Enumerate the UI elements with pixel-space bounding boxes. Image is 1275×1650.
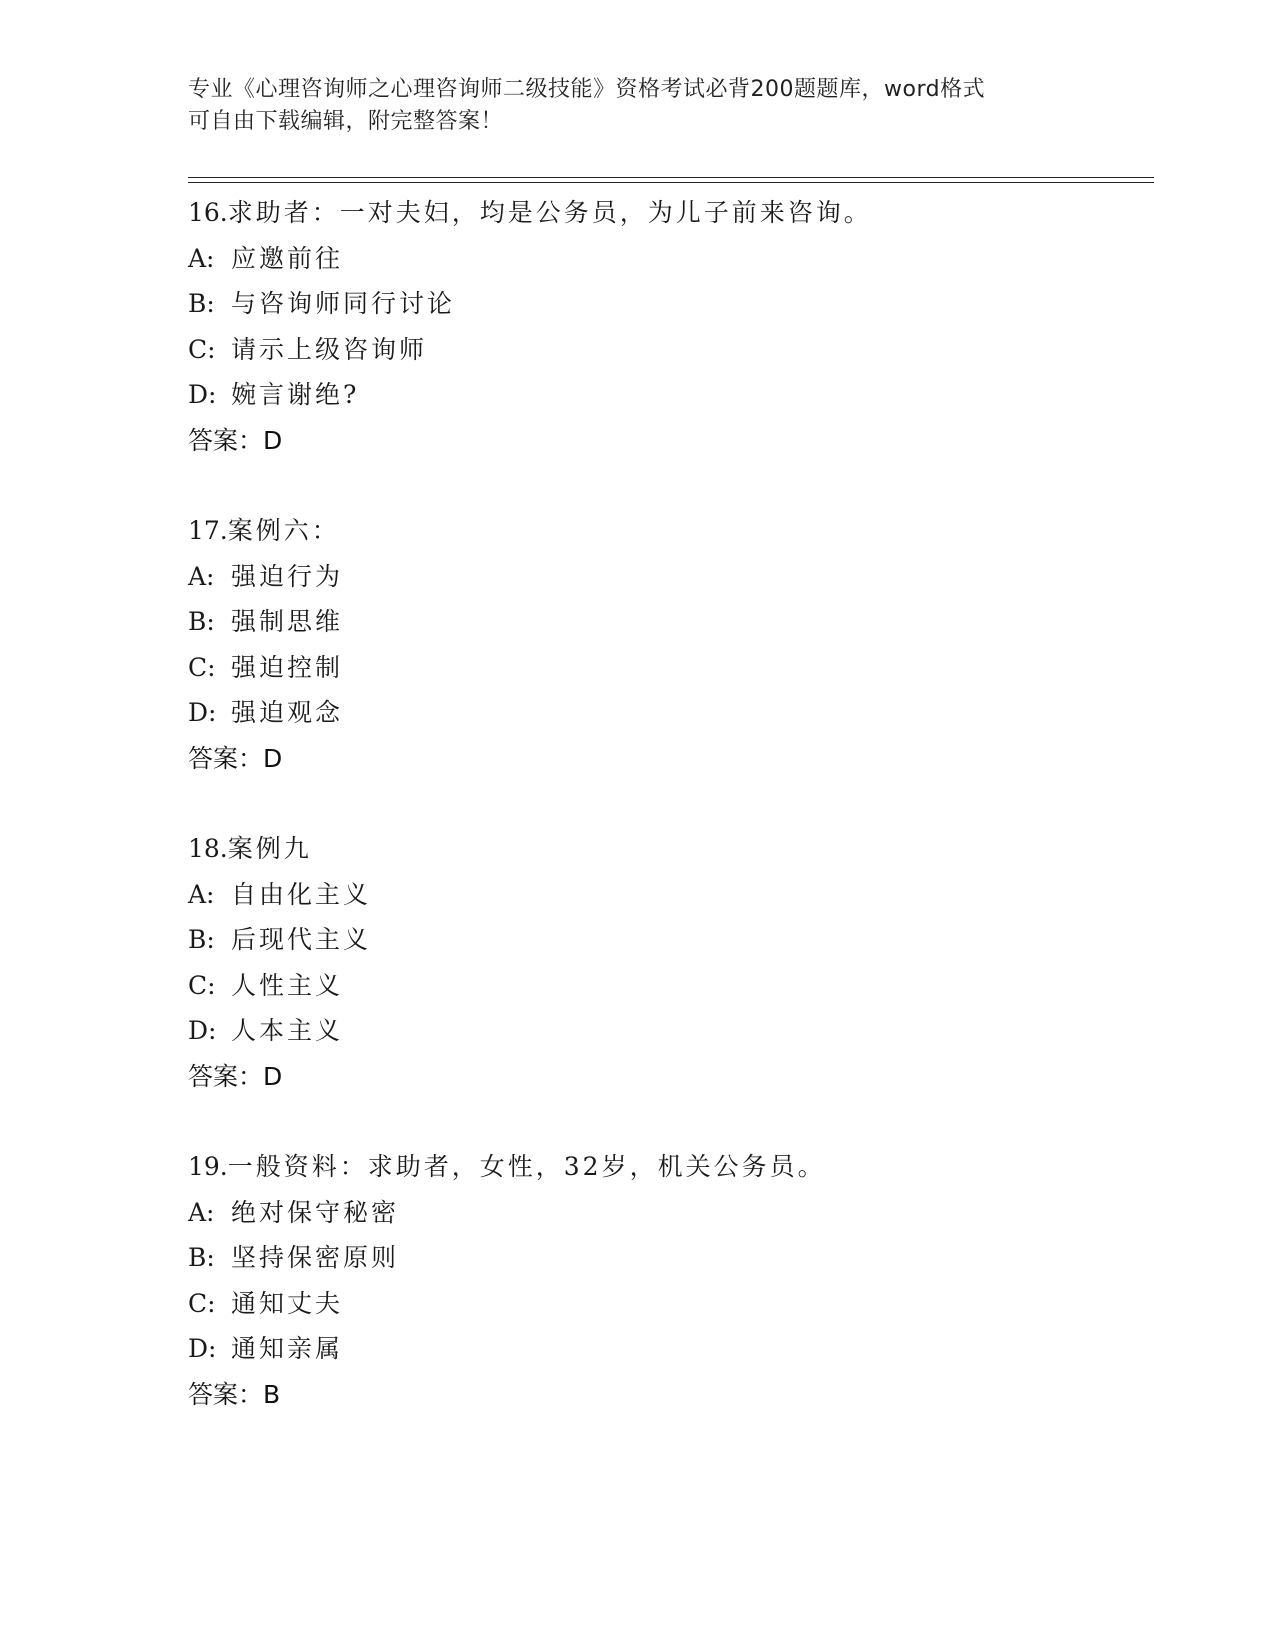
- answer-label: 答案：: [188, 425, 264, 455]
- answer-label: 答案：: [188, 1379, 264, 1409]
- option-text: 通知丈夫: [231, 1288, 344, 1318]
- question-number: 17.: [188, 516, 228, 545]
- answer-line: [188, 1054, 1148, 1100]
- question-18: [188, 826, 1148, 1099]
- question-number: 19.: [188, 1152, 228, 1181]
- answer-line: [188, 1372, 1148, 1418]
- question-16: [188, 190, 1148, 463]
- answer-value: D: [263, 425, 283, 455]
- option-text: 通知亲属: [231, 1334, 344, 1363]
- option-b: [188, 599, 1148, 645]
- answer-line: [188, 736, 1148, 782]
- option-text: 自由化主义: [231, 879, 372, 909]
- header-divider-bottom: [188, 182, 1154, 183]
- question-text: 一般资料：求助者，女性，32岁，机关公务员。: [227, 1152, 826, 1181]
- question-stem: [188, 508, 1148, 554]
- question-list: [188, 190, 1148, 1462]
- option-c: [188, 645, 1148, 691]
- header-line-2: 可自由下载编辑，附完整答案！: [188, 109, 504, 134]
- option-d: [188, 372, 1148, 418]
- option-c: [188, 327, 1148, 373]
- option-d: [188, 690, 1148, 736]
- option-text: 后现代主义: [231, 925, 372, 954]
- option-letter: B:: [188, 607, 215, 636]
- option-letter: A:: [188, 879, 215, 909]
- answer-value: B: [263, 1379, 281, 1409]
- question-stem: [188, 826, 1148, 872]
- option-letter: A:: [188, 561, 215, 591]
- question-text: 案例九: [227, 834, 312, 863]
- option-letter: A:: [188, 243, 215, 273]
- option-letter: C:: [188, 1288, 216, 1318]
- option-letter: D:: [188, 380, 217, 409]
- option-b: [188, 1235, 1148, 1281]
- option-a: [188, 554, 1148, 600]
- option-text: 婉言谢绝?: [231, 380, 360, 409]
- option-c: [188, 963, 1148, 1009]
- answer-value: D: [263, 1061, 283, 1091]
- option-text: 坚持保密原则: [231, 1243, 400, 1272]
- header-divider-top: [188, 177, 1154, 178]
- question-text: 求助者：一对夫妇，均是公务员，为儿子前来咨询。: [227, 198, 872, 227]
- question-number: 18.: [188, 834, 228, 863]
- answer-label: 答案：: [188, 1061, 264, 1091]
- option-letter: B:: [188, 289, 215, 318]
- option-text: 人本主义: [231, 1016, 344, 1045]
- answer-value: D: [263, 743, 283, 773]
- answer-line: [188, 418, 1148, 464]
- option-d: [188, 1326, 1148, 1372]
- question-number: 16.: [188, 198, 228, 227]
- option-letter: A:: [188, 1197, 215, 1227]
- option-letter: B:: [188, 1243, 215, 1272]
- option-letter: B:: [188, 925, 215, 954]
- option-c: [188, 1281, 1148, 1327]
- option-text: 强迫观念: [231, 698, 344, 727]
- option-text: 与咨询师同行讨论: [231, 289, 456, 318]
- option-text: 请示上级咨询师: [231, 334, 428, 364]
- option-a: [188, 1190, 1148, 1236]
- option-text: 强迫行为: [231, 561, 344, 591]
- question-stem: [188, 190, 1148, 236]
- option-text: 应邀前往: [231, 243, 344, 273]
- header-line-1: 专业《心理咨询师之心理咨询师二级技能》资格考试必背200题题库，word格式: [188, 77, 986, 102]
- option-a: [188, 872, 1148, 918]
- option-text: 强迫控制: [231, 652, 344, 682]
- option-text: 人性主义: [231, 970, 344, 1000]
- option-letter: D:: [188, 1334, 217, 1363]
- document-header: [188, 74, 1088, 138]
- option-text: 强制思维: [231, 607, 344, 636]
- option-a: [188, 236, 1148, 282]
- option-letter: C:: [188, 652, 216, 682]
- option-letter: C:: [188, 970, 216, 1000]
- question-text: 案例六：: [227, 516, 340, 545]
- option-text: 绝对保守秘密: [231, 1197, 400, 1227]
- option-letter: C:: [188, 334, 216, 364]
- answer-label: 答案：: [188, 743, 264, 773]
- option-d: [188, 1008, 1148, 1054]
- option-b: [188, 917, 1148, 963]
- option-b: [188, 281, 1148, 327]
- question-19: [188, 1144, 1148, 1417]
- option-letter: D:: [188, 698, 217, 727]
- question-17: [188, 508, 1148, 781]
- option-letter: D:: [188, 1016, 217, 1045]
- question-stem: [188, 1144, 1148, 1190]
